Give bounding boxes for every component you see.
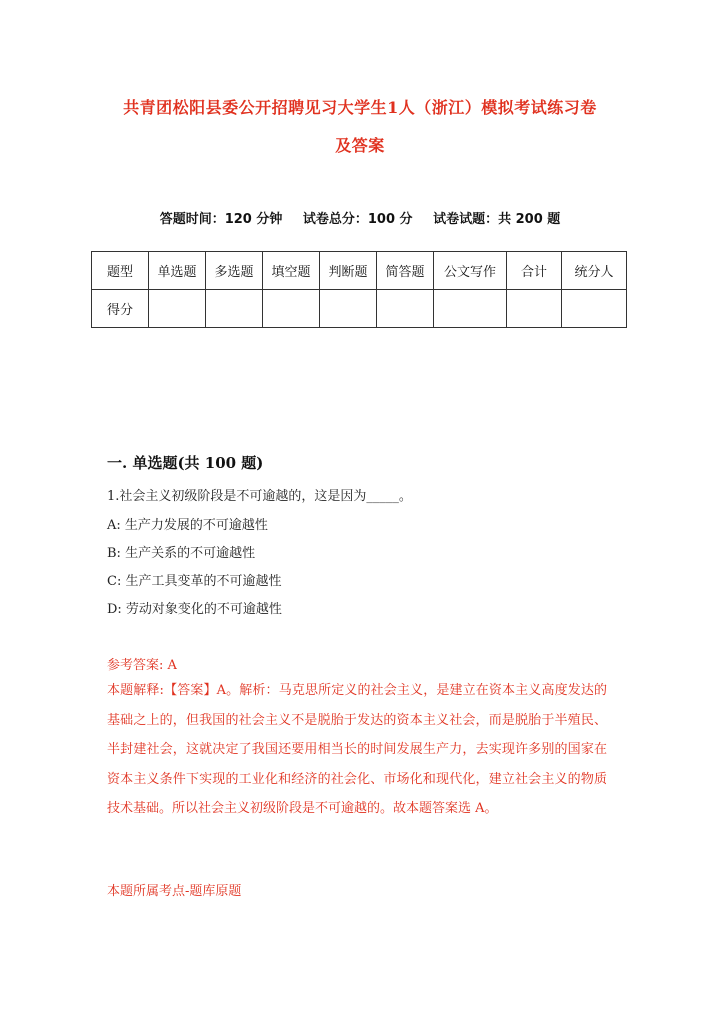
option-d: D: 劳动对象变化的不可逾越性	[107, 602, 282, 617]
document-title-line1: 共青团松阳县委公开招聘见习大学生1人（浙江）模拟考试练习卷	[123, 98, 597, 117]
header-cell-true-false: 判断题	[320, 252, 377, 290]
document-title-line2: 及答案	[335, 136, 385, 155]
score-cell	[320, 290, 377, 328]
exam-meta	[90, 208, 630, 227]
score-cell	[263, 290, 320, 328]
question-stem: 1.社会主义初级阶段是不可逾越的，这是因为_____。	[107, 489, 412, 504]
score-cell	[562, 290, 627, 328]
score-cell	[377, 290, 434, 328]
exam-total-score: 试卷总分：100 分	[302, 212, 413, 227]
section-heading: 一. 单选题(共 100 题)	[107, 454, 264, 472]
answer-explanation: 本题解释:【答案】A。解析：马克思所定义的社会主义，是建立在资本主义高度发达的基础之上的，但我国的社会主义不是脱胎于发达的资本主义社会，而是脱胎于半殖民、半封建社会，这就决定了我国还要用相当长的时间发展生产力，去实现许多别的国家在资本主义条件下实现的工业化和经济的社会化、市场化和现代化，建立社会主义的物质技术基础。所以社会主义初级阶段是不可逾越的。故本题答案选 A。	[107, 683, 607, 816]
exam-question-count: 试卷试题：共 200 题	[433, 212, 561, 227]
score-cell	[206, 290, 263, 328]
header-cell-single-choice: 单选题	[149, 252, 206, 290]
option-c: C: 生产工具变革的不可逾越性	[107, 574, 282, 589]
question-source: 本题所属考点-题库原题	[107, 884, 242, 899]
header-cell-fill-blank: 填空题	[263, 252, 320, 290]
score-row-label: 得分	[92, 290, 149, 328]
option-a: A: 生产力发展的不可逾越性	[107, 518, 268, 533]
header-cell-multiple-choice: 多选题	[206, 252, 263, 290]
header-cell-official-writing: 公文写作	[434, 252, 507, 290]
header-cell-total: 合计	[507, 252, 562, 290]
score-cell	[434, 290, 507, 328]
reference-answer: 参考答案: A	[107, 658, 177, 673]
header-cell-scorer: 统分人	[562, 252, 627, 290]
header-cell-type: 题型	[92, 252, 149, 290]
score-cell	[507, 290, 562, 328]
score-table	[91, 251, 627, 328]
option-b: B: 生产关系的不可逾越性	[107, 546, 256, 561]
score-cell	[149, 290, 206, 328]
score-table-header-row	[92, 252, 627, 290]
header-cell-short-answer: 简答题	[377, 252, 434, 290]
exam-time: 答题时间：120 分钟	[159, 212, 283, 227]
score-table-score-row	[92, 290, 627, 328]
